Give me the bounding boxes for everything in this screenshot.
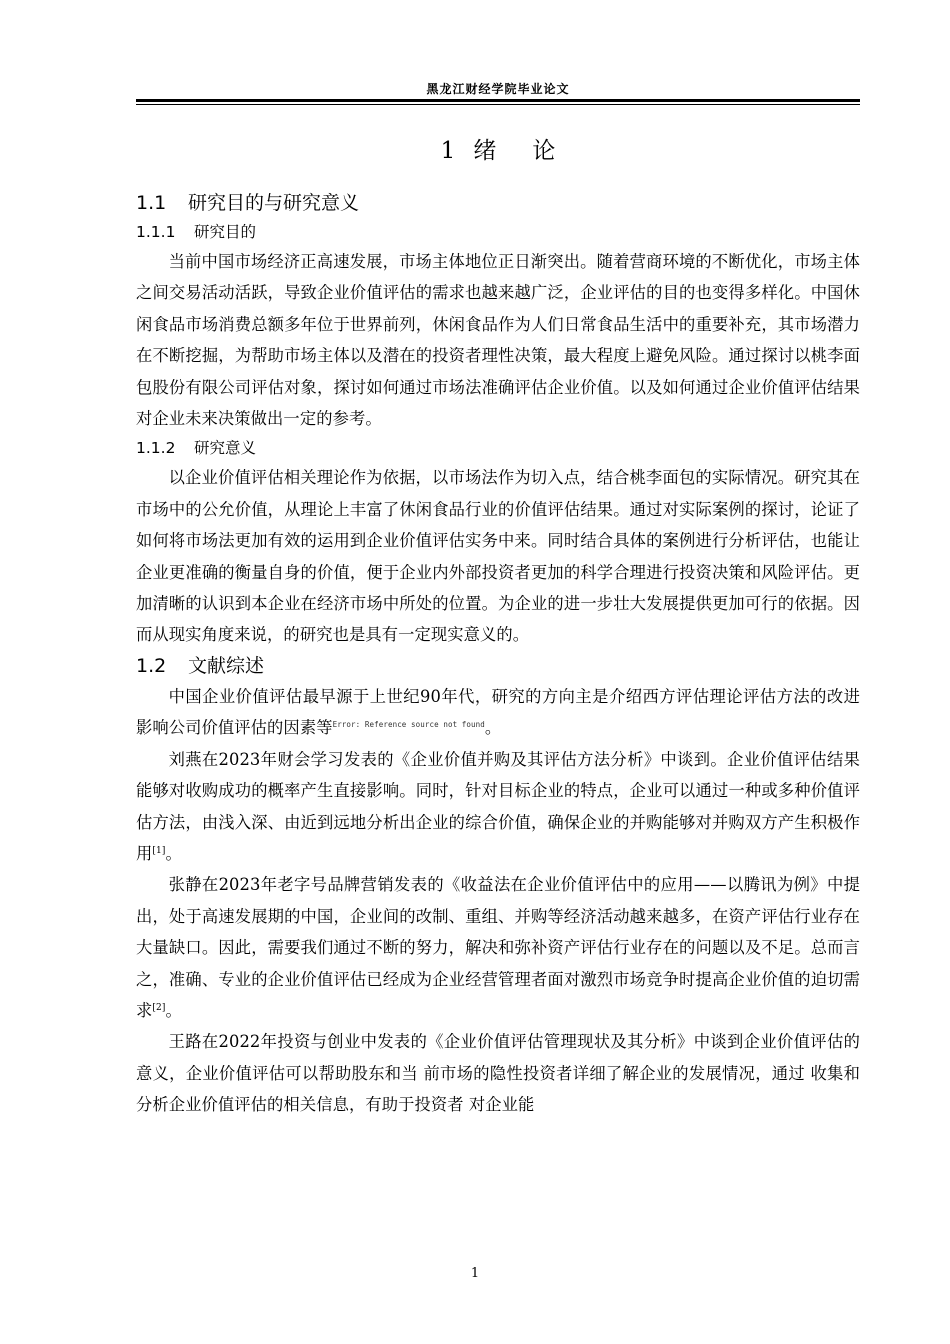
chapter-title bbox=[136, 132, 860, 170]
reference-error-note: Error: Reference source not found bbox=[332, 720, 485, 730]
citation-1: [1] bbox=[152, 845, 166, 856]
section-title: 文献综述 bbox=[188, 654, 265, 677]
chapter-title-a: 绪 bbox=[473, 138, 497, 164]
paragraph-literature-intro bbox=[136, 681, 860, 744]
chapter-number: 1 bbox=[440, 138, 456, 164]
paragraph-text-end: 。 bbox=[165, 1000, 182, 1020]
page-content bbox=[136, 132, 860, 1121]
section-1-1-1-heading bbox=[136, 218, 860, 246]
section-1-1-2-heading bbox=[136, 434, 860, 462]
section-number: 1.2 bbox=[136, 654, 167, 677]
paragraph-text: 中国企业价值评估最早源于上世纪90年代，研究的方向主是介绍西方评估理论评估方法的改进影响公司价值评估的因素等 bbox=[136, 686, 860, 738]
section-number: 1.1 bbox=[136, 192, 167, 214]
section-title: 研究目的 bbox=[194, 223, 257, 241]
header-rule-thin bbox=[136, 104, 860, 105]
section-title: 研究目的与研究意义 bbox=[188, 192, 360, 214]
paragraph-liu-yan bbox=[136, 744, 860, 870]
section-number: 1.1.2 bbox=[136, 439, 176, 458]
paragraph-research-significance: 以企业价值评估相关理论作为依据，以市场法作为切入点，结合桃李面包的实际情况。研究其在市场中的公允价值，从理论上丰富了休闲食品行业的价值评估结果。通过对实际案例的探讨，论证了如何将市场法更加有效的运用到企业价值评估实务中来。同时结合具体的案例进行分析评估，也能让企业更准确的衡量自身的价值，便于企业内外部投资者更加的科学合理进行投资决策和风险评估。更加清晰的认识到本企业在经济市场中所处的位置。为企业的进一步壮大发展提供更加可行的依据。因而从现实角度来说，的研究也是具有一定现实意义的。 bbox=[136, 468, 860, 645]
header-rule-thick bbox=[136, 99, 860, 102]
paragraph-research-purpose: 当前中国市场经济正高速发展，市场主体地位正日渐突出。随着营商环境的不断优化，市场主体之间交易活动活跃，导致企业价值评估的需求也越来越广泛，企业评估的目的也变得多样化。中国休闲食品市场消费总额多年位于世界前列，休闲食品作为人们日常食品生活中的重要补充，其市场潜力在不断挖掘，为帮助市场主体以及潜在的投资者理性决策，最大程度上避免风险。通过探讨以桃李面包股份有限公司评估对象，探讨如何通过市场法准确评估企业价值。以及如何通过企业价值评估结果对企业未来决策做出一定的参考。 bbox=[136, 252, 860, 429]
page-number: 1 bbox=[470, 1266, 480, 1281]
section-1-1-heading bbox=[136, 188, 860, 218]
paragraph-text: 刘燕在2023年财会学习发表的《企业价值并购及其评估方法分析》中谈到。企业价值评估结果能够对收购成功的概率产生直接影响。同时，针对目标企业的特点，企业可以通过一种或多种价值评估方法，由浅入深、由近到远地分析出企业的综合价值，确保企业的并购能够对并购双方产生积极作用 bbox=[136, 749, 860, 863]
chapter-title-b: 论 bbox=[532, 138, 556, 164]
paragraph-text: 张静在2023年老字号品牌营销发表的《收益法在企业价值评估中的应用——以腾讯为例》中提出，处于高速发展期的中国，企业间的改制、重组、并购等经济活动越来越多，在资产评估行业存在大量缺口。因此，需要我们通过不断的努力，解决和弥补资产评估行业存在的问题以及不足。总而言之，准确、专业的企业价值评估已经成为企业经营管理者面对激烈市场竞争时提高企业价值的迫切需求 bbox=[136, 875, 860, 1020]
paragraph-zhang-jing bbox=[136, 869, 860, 1026]
citation-2: [2] bbox=[152, 1002, 166, 1013]
paragraph-text-end: 。 bbox=[165, 843, 182, 863]
page-header-title: 黑龙江财经学院毕业论文 bbox=[426, 82, 570, 96]
section-number: 1.1.1 bbox=[136, 223, 176, 241]
section-1-2-heading bbox=[136, 651, 860, 681]
paragraph-text-end: 。 bbox=[484, 718, 502, 738]
paragraph-wang-lu: 王路在2022年投资与创业中发表的《企业价值评估管理现状及其分析》中谈到企业价值评估的意义，企业价值评估可以帮助股东和当 前市场的隐性投资者详细了解企业的发展情况，通过 收集和分析企业价值评估的相关信息，有助于投资者 对企业能 bbox=[136, 1032, 860, 1115]
section-title: 研究意义 bbox=[194, 439, 257, 458]
